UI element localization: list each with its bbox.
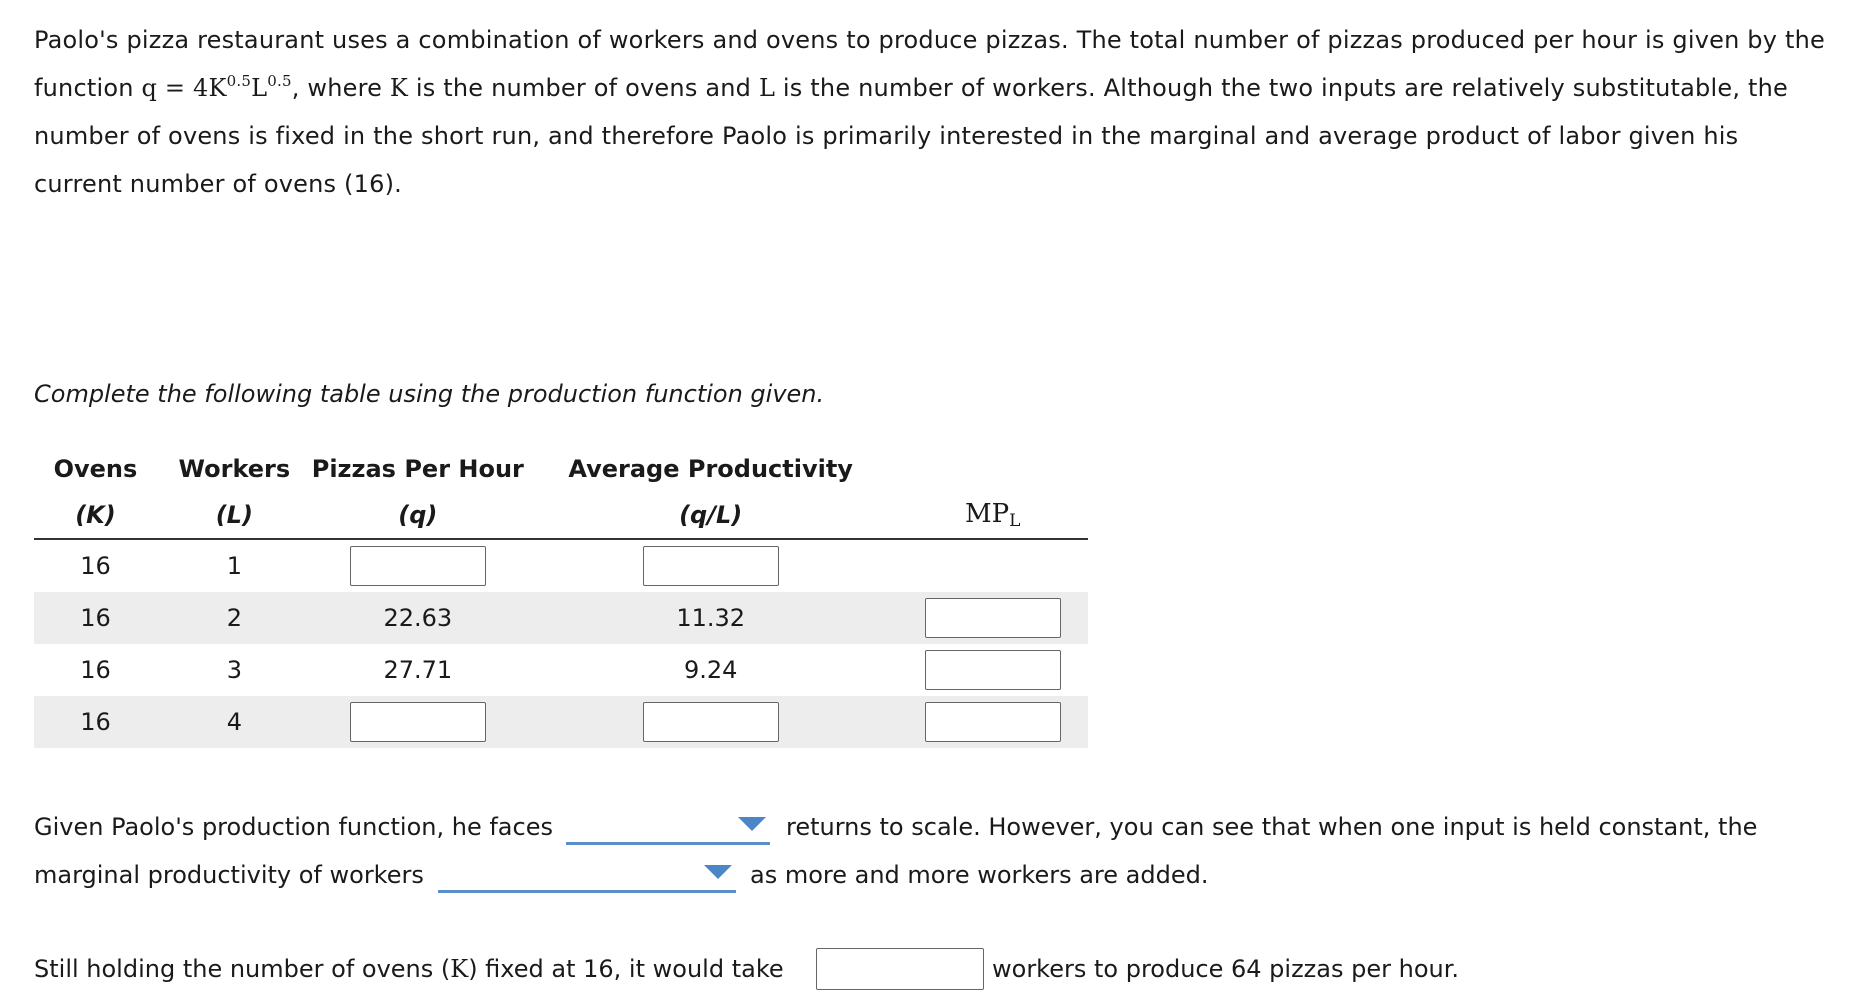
table-subheader-row: [34, 492, 1088, 539]
avg-cell: [524, 539, 898, 592]
workers-sentence-text-2: ) fixed at 16, it would take: [468, 955, 784, 983]
table-row: [34, 644, 1088, 696]
mpl-input-row-3[interactable]: [925, 650, 1061, 690]
avg-input-row-1[interactable]: [643, 546, 779, 586]
formula-exponent-l: 0.5: [267, 72, 292, 90]
header-pizzas-per-hour: Pizzas Per Hour: [311, 455, 524, 483]
table-row: [34, 592, 1088, 644]
returns-to-scale-dropdown[interactable]: [566, 805, 770, 845]
avg-input-row-4[interactable]: [643, 702, 779, 742]
workers-sentence-text-1: Still holding the number of ovens (: [34, 955, 451, 983]
intro-text-1: Paolo's pizza restaurant uses a combination of workers and ovens to produce pizzas. The total number of pizzas produced per hour is given by the function: [34, 26, 1825, 102]
ovens-cell: 16: [80, 552, 111, 580]
returns-sentence-start: Given Paolo's production function, he faces: [34, 813, 553, 841]
intro-text-2: , where: [291, 74, 390, 102]
ovens-cell: 16: [34, 696, 157, 748]
workers-cell: 1: [226, 552, 242, 580]
mpl-sentence-end: as more and more workers are added.: [750, 861, 1209, 889]
header-average-productivity: Average Productivity: [568, 455, 853, 483]
table-row: [34, 696, 1088, 748]
subheader-k: (K): [34, 492, 157, 539]
q-cell: [312, 696, 524, 748]
formula: [141, 74, 291, 102]
header-workers: Workers: [178, 455, 291, 483]
table-instruction: Complete the following table using the production function given.: [34, 380, 825, 408]
formula-q: q: [141, 74, 158, 102]
intro-text-3: is the number of ovens and: [408, 74, 759, 102]
q-input-row-1[interactable]: [350, 546, 486, 586]
intro-text-4: is the number of workers. Although the two inputs are relatively substitutable, the number of ovens is fixed in the short run, and therefore Paolo is primarily interested in the marginal and average product of labor given his current number of ovens (16).: [34, 74, 1788, 198]
mpl-text: MP: [965, 499, 1010, 529]
workers-sentence-start: [34, 945, 784, 993]
problem-intro: [34, 16, 1834, 208]
table-header-row: [34, 446, 1088, 492]
marginal-productivity-dropdown[interactable]: [438, 853, 736, 893]
q-cell: 22.63: [312, 592, 524, 644]
mpl-cell: [897, 539, 1088, 592]
subheader-q: (q): [312, 492, 524, 539]
subheader-l: (L): [157, 492, 312, 539]
chevron-down-icon: [704, 865, 732, 879]
var-l: L: [758, 74, 776, 102]
ovens-cell: 16: [80, 656, 111, 684]
mpl-input-row-2[interactable]: [925, 598, 1061, 638]
q-input-row-4[interactable]: [350, 702, 486, 742]
avg-cell: 11.32: [524, 592, 898, 644]
table-row: [34, 539, 1088, 592]
var-k: K: [450, 955, 469, 983]
workers-cell: 2: [157, 592, 312, 644]
mpl-cell: [897, 644, 1088, 696]
avg-cell: 9.24: [683, 656, 738, 684]
production-table: [34, 446, 1088, 748]
mpl-input-row-4[interactable]: [925, 702, 1061, 742]
mpl-cell: [897, 696, 1088, 748]
mpl-subscript: L: [1009, 511, 1021, 531]
workers-cell: 4: [157, 696, 312, 748]
q-cell: 27.71: [383, 656, 453, 684]
header-mpl: [897, 492, 1088, 539]
header-mpl-top: [897, 446, 1088, 492]
formula-exponent-k: 0.5: [226, 72, 252, 90]
workers-sentence-end: workers to produce 64 pizzas per hour.: [992, 955, 1460, 983]
avg-cell: [524, 696, 898, 748]
q-cell: [312, 539, 524, 592]
subheader-q-over-l: (q/L): [524, 492, 898, 539]
var-k: K: [389, 74, 409, 102]
returns-sentence-end: returns to scale. However, you can see that when one input is held constant, the: [786, 813, 1758, 841]
workers-cell: 3: [226, 656, 242, 684]
workers-needed-input[interactable]: [816, 948, 984, 990]
ovens-cell: 16: [34, 592, 157, 644]
formula-l: L: [251, 74, 268, 102]
chevron-down-icon: [738, 817, 766, 831]
formula-4k: 4K: [193, 74, 227, 102]
header-ovens: Ovens: [53, 455, 138, 483]
mpl-cell: [897, 592, 1088, 644]
mpl-sentence-start: marginal productivity of workers: [34, 861, 424, 889]
formula-equals: =: [157, 74, 194, 102]
